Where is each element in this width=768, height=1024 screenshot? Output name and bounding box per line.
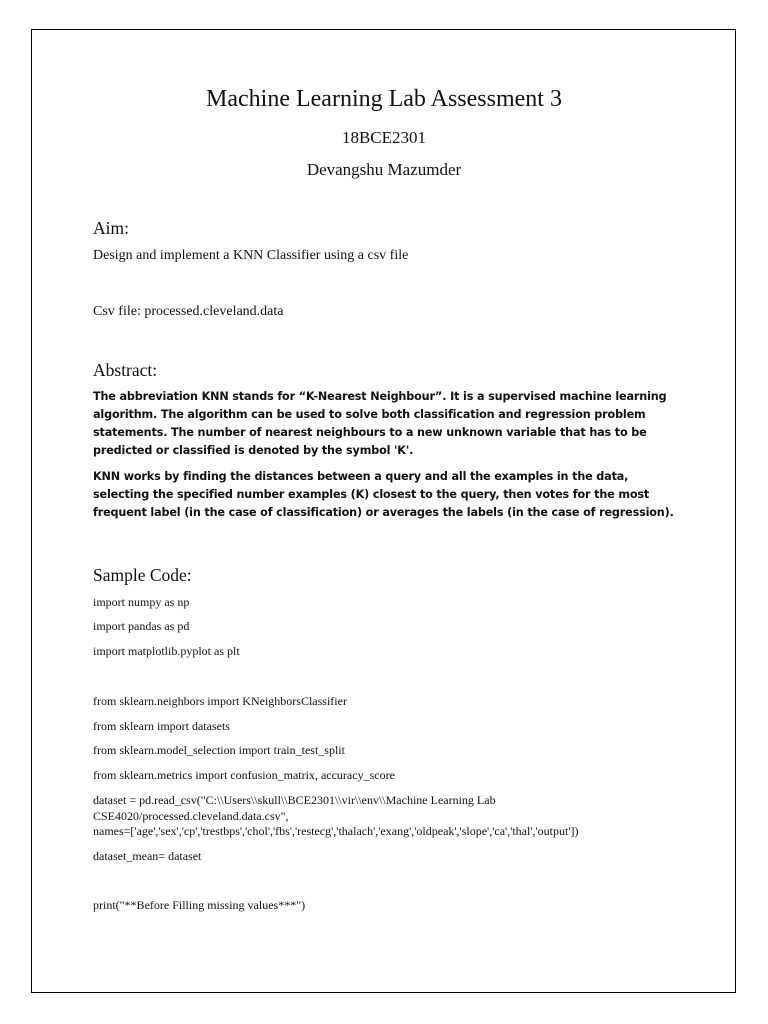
code-line: from sklearn.metrics import confusion_matrix, accuracy_score — [93, 768, 395, 782]
csv-file-text: Csv file: processed.cleveland.data — [93, 304, 284, 319]
code-line: from sklearn.neighbors import KNeighborsClassifier — [93, 694, 347, 708]
code-line: dataset_mean= dataset — [93, 849, 202, 863]
code-line: CSE4020/processed.cleveland.data.csv", — [93, 808, 289, 823]
code-line: import numpy as np — [93, 595, 190, 609]
aim-heading: Aim: — [93, 218, 129, 238]
code-line: print("**Before Filling missing values***") — [93, 898, 306, 912]
code-line: from sklearn.model_selection import train_test_split — [93, 743, 345, 757]
code-line: import matplotlib.pyplot as plt — [93, 644, 240, 658]
abstract-paragraph-1: The abbreviation KNN stands for “K-Nearest Neighbour”. It is a supervised machine learning algorithm. The algorithm can be used to solve both classification and regression problem statements. The number of nearest neighbours to a new unknown variable that has to be predicted or classified is denoted by the symbol 'K'. — [93, 390, 667, 457]
code-line: from sklearn import datasets — [93, 719, 230, 733]
abstract-paragraph-2: KNN works by finding the distances between a query and all the examples in the data, selecting the specified number examples (K) closest to the query, then votes for the most frequent label (in the case of classification) or averages the labels (in the case of regression). — [93, 470, 674, 519]
dataset-read-block — [93, 793, 693, 840]
code-line: names=['age','sex','cp','trestbps','chol','fbs','restecg','thalach','exang','oldpeak','slope','ca','thal','output']) — [93, 824, 579, 838]
author-name: Devangshu Mazumder — [306, 160, 462, 179]
sample-code-heading: Sample Code: — [93, 565, 192, 585]
code-line: import pandas as pd — [93, 619, 190, 633]
code-line: dataset = pd.read_csv("C:\\Users\\skull\\BCE2301\\vir\\env\\Machine Learning Lab — [93, 793, 496, 807]
document-title: Machine Learning Lab Assessment 3 — [206, 86, 562, 112]
aim-text: Design and implement a KNN Classifier using a csv file — [93, 248, 409, 263]
abstract-heading: Abstract: — [93, 360, 158, 380]
registration-number: 18BCE2301 — [341, 128, 427, 147]
